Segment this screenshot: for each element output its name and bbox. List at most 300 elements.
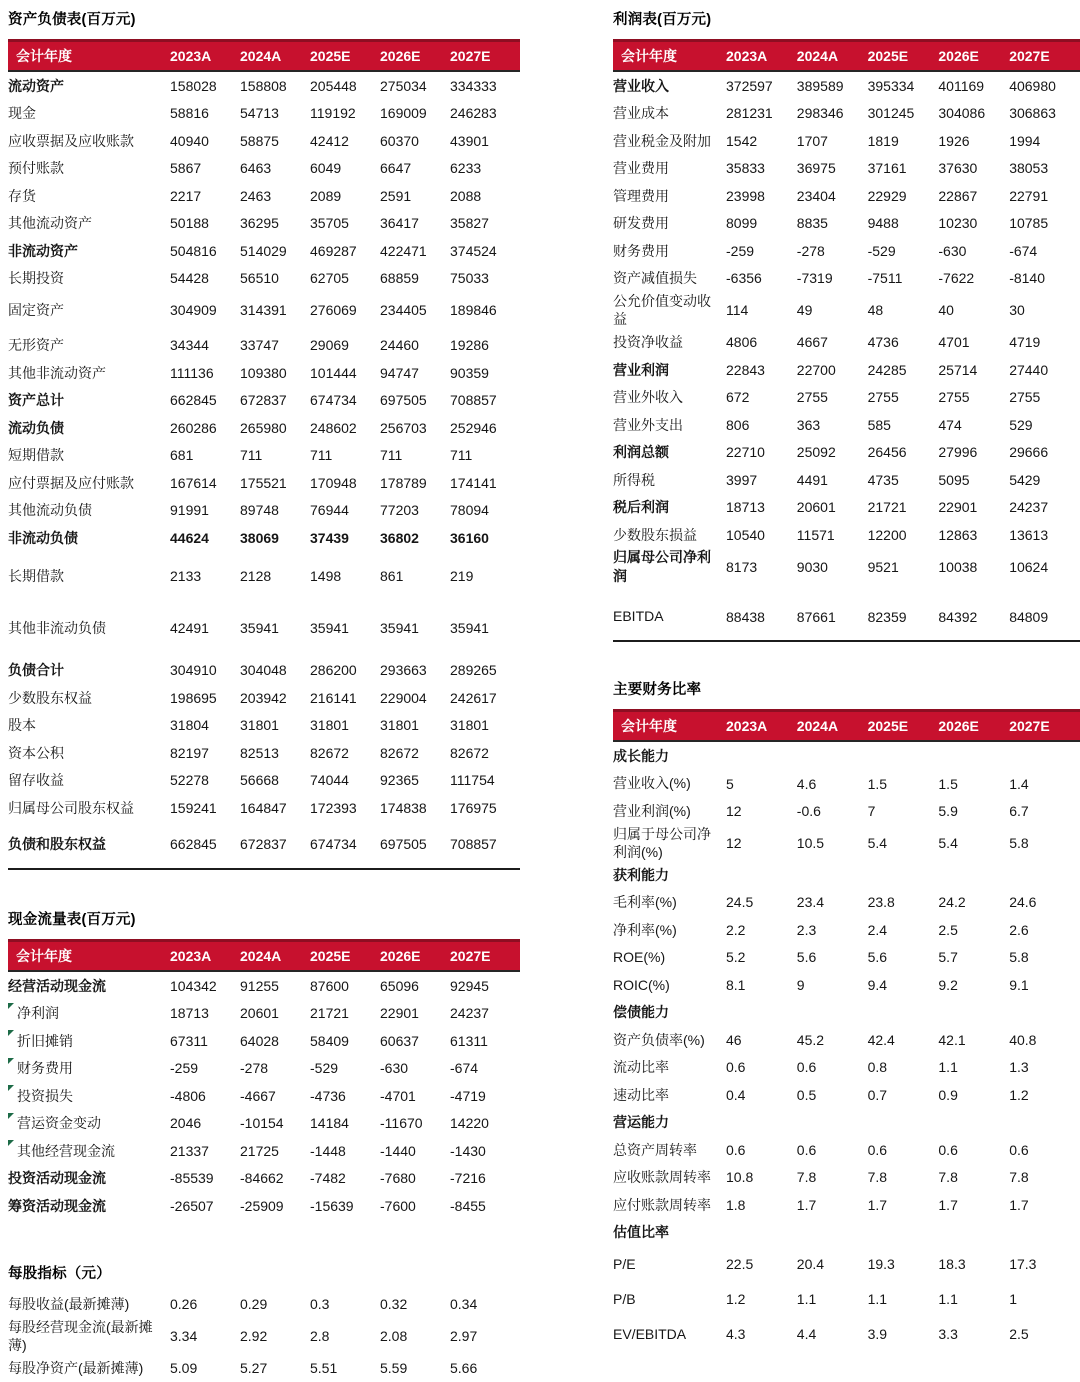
cell-value: 40.8 xyxy=(1009,1031,1037,1048)
cell-value: 5.9 xyxy=(938,803,958,819)
cell-value: 82672 xyxy=(380,744,419,761)
cell-value: 2.2 xyxy=(726,921,746,938)
cell-value: 44624 xyxy=(170,529,209,546)
cell-value: 7 xyxy=(867,803,876,819)
cell-value: 711 xyxy=(310,447,333,464)
cell-value: -15639 xyxy=(310,1197,354,1214)
cell-value: 38053 xyxy=(1009,160,1049,177)
cell-value: 37439 xyxy=(310,529,349,546)
row-label: 所得税 xyxy=(613,471,655,488)
cell-value: -7680 xyxy=(380,1170,416,1187)
cell-value: 84809 xyxy=(1009,608,1049,625)
cell-value: 174838 xyxy=(380,799,427,816)
cell-value: 31801 xyxy=(450,717,489,734)
table-row xyxy=(613,916,1080,944)
cell-value: 0.4 xyxy=(726,1086,746,1103)
cell-value: 82672 xyxy=(450,744,489,761)
cell-value: 2463 xyxy=(240,187,272,204)
cell-value: 17.3 xyxy=(1009,1255,1037,1272)
cell-value: 30 xyxy=(1009,302,1025,319)
cell-value: 35941 xyxy=(450,619,489,636)
cell-value: 314391 xyxy=(240,301,287,318)
cell-value: -0.6 xyxy=(796,803,821,819)
row-spacer xyxy=(8,324,520,332)
cell-value: 178789 xyxy=(380,474,427,491)
cell-value: 22791 xyxy=(1009,187,1049,204)
cell-value: -529 xyxy=(867,242,896,259)
table-row xyxy=(613,825,1080,861)
cell-value: 68859 xyxy=(380,270,419,287)
row-label: 预付账款 xyxy=(8,160,64,177)
cell-value: 9.1 xyxy=(1009,976,1029,993)
cell-value: 5867 xyxy=(170,160,202,177)
cell-value: 861 xyxy=(380,568,404,585)
header-year-2026E: 2026E xyxy=(938,718,979,735)
cell-value: 2.97 xyxy=(450,1328,478,1345)
cell-value: 1.4 xyxy=(1009,775,1029,792)
cell-value: -7622 xyxy=(938,270,975,287)
cell-value: 87661 xyxy=(796,608,836,625)
cell-value: 1.3 xyxy=(1009,1059,1029,1076)
cell-value: 260286 xyxy=(170,419,217,436)
row-label: 非流动负债 xyxy=(8,529,78,546)
income-statement-section xyxy=(613,8,1080,642)
cell-value: 697505 xyxy=(380,836,427,853)
cell-value: 35941 xyxy=(380,619,419,636)
cell-value: 23404 xyxy=(796,187,836,204)
table-row xyxy=(8,237,520,265)
cell-value: -26507 xyxy=(170,1197,214,1214)
row-label: P/E xyxy=(613,1255,636,1272)
cell-value: -674 xyxy=(450,1060,479,1077)
cash-flow-section xyxy=(8,908,520,1220)
cell-value: 82513 xyxy=(240,744,279,761)
row-label: 应付账款周转率 xyxy=(613,1196,711,1213)
cell-value: 1994 xyxy=(1009,132,1041,149)
table-row xyxy=(8,72,520,100)
row-label: 固定资产 xyxy=(8,301,64,318)
cell-value: 298346 xyxy=(796,105,844,122)
cell-value: 13613 xyxy=(1009,526,1049,543)
cell-value: -4736 xyxy=(310,1087,346,1104)
cell-value: 12200 xyxy=(867,526,907,543)
cell-value: 7.8 xyxy=(938,1169,958,1186)
table-row xyxy=(8,524,520,552)
row-label: 应收票据及应收账款 xyxy=(8,132,134,149)
section-header-row xyxy=(613,999,1080,1027)
table-row xyxy=(613,100,1080,128)
row-label: 营运能力 xyxy=(613,1114,669,1131)
cell-value: 29069 xyxy=(310,337,349,354)
row-label: 经营活动现金流 xyxy=(8,977,106,994)
cell-value: 82672 xyxy=(310,744,349,761)
header-year-2027E: 2027E xyxy=(1009,48,1050,64)
cell-value: 711 xyxy=(240,447,263,464)
row-label: 应付票据及应付账款 xyxy=(8,474,134,491)
cell-value: 711 xyxy=(380,447,403,464)
table-row xyxy=(8,831,520,859)
header-year-2025E: 2025E xyxy=(867,718,909,735)
cell-value: 164847 xyxy=(240,799,287,816)
row-label: EBITDA xyxy=(613,608,664,625)
cell-value: 35941 xyxy=(310,619,349,636)
table-row xyxy=(613,889,1080,917)
row-label: 流动负债 xyxy=(8,419,64,436)
table-row xyxy=(8,1082,520,1110)
per-share-title: 每股指标（元） xyxy=(8,1265,111,1282)
cell-value: 1.5 xyxy=(938,775,958,792)
row-label: 短期借款 xyxy=(8,447,64,464)
cell-value: 18.3 xyxy=(938,1255,966,1272)
header-year-2024A: 2024A xyxy=(796,718,839,735)
cell-value: 40940 xyxy=(170,132,209,149)
cell-value: 21725 xyxy=(240,1142,279,1159)
balance-sheet-title: 资产负债表(百万元) xyxy=(8,12,136,28)
cell-value: 395334 xyxy=(867,77,915,94)
cell-value: 672837 xyxy=(240,392,287,409)
cell-value: 27996 xyxy=(938,444,978,461)
cell-value: 4806 xyxy=(726,334,758,351)
cell-value: 43901 xyxy=(450,132,489,149)
cell-value: 60370 xyxy=(380,132,419,149)
cell-value: 1.1 xyxy=(938,1290,958,1307)
cell-value: 1498 xyxy=(310,568,342,585)
row-label: 利润总额 xyxy=(613,444,669,461)
section-header-row xyxy=(613,1219,1080,1247)
cell-value: 2217 xyxy=(170,187,202,204)
cell-value: 246283 xyxy=(450,105,497,122)
cell-value: 293663 xyxy=(380,662,427,679)
cell-value: 0.6 xyxy=(938,1141,958,1158)
table-header-row xyxy=(613,39,1080,72)
cell-value: 20.4 xyxy=(796,1255,825,1272)
cell-value: 8099 xyxy=(726,215,758,232)
header-year-2026E: 2026E xyxy=(380,48,421,64)
header-year-2025E: 2025E xyxy=(310,948,351,964)
cell-value: 46 xyxy=(726,1031,742,1048)
cell-value: 22901 xyxy=(380,1005,419,1022)
row-label: 偿债能力 xyxy=(613,1004,669,1021)
header-year-2023A: 2023A xyxy=(726,718,768,735)
cell-value: 256703 xyxy=(380,419,427,436)
table-row xyxy=(613,1316,1080,1351)
cell-value: 1.2 xyxy=(1009,1086,1029,1103)
row-label: 营业收入(%) xyxy=(613,775,691,792)
row-label: 少数股东损益 xyxy=(613,526,697,543)
cell-value: 4.3 xyxy=(726,1325,746,1342)
cell-value: 304048 xyxy=(240,662,287,679)
row-label: 折旧摊销 xyxy=(17,1032,73,1049)
table-row xyxy=(613,797,1080,825)
row-label: 无形资产 xyxy=(8,337,64,354)
cell-value: 58816 xyxy=(170,105,209,122)
cell-value: -11670 xyxy=(380,1115,423,1132)
row-label: 流动资产 xyxy=(8,77,64,94)
cell-value: 42.1 xyxy=(938,1031,966,1048)
cell-value: 58875 xyxy=(240,132,279,149)
cell-value: 89748 xyxy=(240,502,279,519)
header-label: 会计年度 xyxy=(16,948,72,964)
row-label: 股本 xyxy=(8,717,36,734)
cell-value: 5095 xyxy=(938,471,970,488)
cell-value: 2755 xyxy=(938,389,970,406)
row-label: 营业费用 xyxy=(613,160,669,177)
row-label: 总资产周转率 xyxy=(613,1141,697,1158)
cell-value: 0.29 xyxy=(240,1296,268,1313)
cell-value: 662845 xyxy=(170,836,217,853)
cell-value: 708857 xyxy=(450,836,497,853)
table-row xyxy=(8,972,520,1000)
cell-value: 374524 xyxy=(450,242,497,259)
table-row xyxy=(8,1165,520,1193)
cell-value: 2.5 xyxy=(938,921,958,938)
cell-value: 33747 xyxy=(240,337,279,354)
cell-value: 4735 xyxy=(867,471,899,488)
cell-value: 24.2 xyxy=(938,894,966,911)
row-label: 其他非流动资产 xyxy=(8,364,106,381)
row-label: 投资损失 xyxy=(17,1087,73,1104)
row-label: 营业成本 xyxy=(613,105,669,122)
table-row xyxy=(613,182,1080,210)
cell-value: 19286 xyxy=(450,337,489,354)
cell-value: 1819 xyxy=(867,132,899,149)
header-year-2027E: 2027E xyxy=(1009,718,1050,735)
income-statement-table xyxy=(613,39,1080,642)
cell-value: 91991 xyxy=(170,502,209,519)
cell-value: 8835 xyxy=(796,215,828,232)
row-label: 归属于母公司净利润(%) xyxy=(613,825,711,860)
cell-value: 248602 xyxy=(310,419,357,436)
row-label: 流动比率 xyxy=(613,1059,669,1076)
row-label: 资产减值损失 xyxy=(613,270,697,287)
row-label: 归属母公司股东权益 xyxy=(8,799,134,816)
row-label: 财务费用 xyxy=(17,1060,73,1077)
cell-value: 21337 xyxy=(170,1142,209,1159)
cell-value: -7319 xyxy=(796,270,833,287)
cell-value: 585 xyxy=(867,416,891,433)
cell-value: -25909 xyxy=(240,1197,284,1214)
cell-value: 37161 xyxy=(867,160,907,177)
header-year-2023A: 2023A xyxy=(726,48,768,64)
cell-value: -278 xyxy=(240,1060,269,1077)
row-label: 净利率(%) xyxy=(613,921,677,938)
table-row xyxy=(8,442,520,470)
cell-value: 2755 xyxy=(1009,389,1041,406)
cell-value: 75033 xyxy=(450,270,489,287)
table-row xyxy=(8,1027,520,1055)
cell-value: -84662 xyxy=(240,1170,284,1187)
cell-value: 2.5 xyxy=(1009,1325,1029,1342)
row-spacer xyxy=(613,585,1080,603)
cell-value: 3.9 xyxy=(867,1325,888,1342)
table-row xyxy=(8,657,520,685)
cell-value: 78094 xyxy=(450,502,489,519)
cell-value: 672 xyxy=(726,389,750,406)
row-spacer xyxy=(8,552,520,563)
row-label: 估值比率 xyxy=(613,1224,669,1241)
cell-value: 172393 xyxy=(310,799,357,816)
cell-value: 18713 xyxy=(170,1005,209,1022)
cell-value: 114 xyxy=(726,302,749,319)
cell-value: -6356 xyxy=(726,270,762,287)
cell-value: 5.6 xyxy=(867,949,888,966)
table-row xyxy=(613,237,1080,265)
cell-value: 1.2 xyxy=(726,1290,746,1307)
row-label: 成长能力 xyxy=(613,747,669,764)
cell-value: 1.1 xyxy=(938,1059,958,1076)
cell-value: 9 xyxy=(796,976,805,993)
cell-value: 4736 xyxy=(867,334,899,351)
cell-value: 289265 xyxy=(450,662,497,679)
cell-value: 6233 xyxy=(450,160,482,177)
cell-value: 672837 xyxy=(240,836,287,853)
table-row xyxy=(8,100,520,128)
cell-value: 229004 xyxy=(380,689,427,706)
cell-value: 363 xyxy=(796,416,821,433)
row-label: 财务费用 xyxy=(613,242,669,259)
section-header-row xyxy=(613,1109,1080,1137)
cell-value: 10.8 xyxy=(726,1169,754,1186)
header-year-2024A: 2024A xyxy=(240,948,282,964)
row-label: 毛利率(%) xyxy=(613,894,677,911)
cell-value: 0.26 xyxy=(170,1296,198,1313)
income-statement-title: 利润表(百万元) xyxy=(613,12,712,28)
cell-value: 6.7 xyxy=(1009,803,1029,819)
cell-value: 4719 xyxy=(1009,334,1041,351)
cell-value: 24237 xyxy=(1009,499,1049,516)
table-row xyxy=(8,296,520,324)
row-label: ROIC(%) xyxy=(613,976,670,993)
cell-value: 92365 xyxy=(380,772,419,789)
cell-value: 2591 xyxy=(380,187,412,204)
cell-value: -259 xyxy=(170,1060,199,1077)
cell-value: 23.4 xyxy=(796,894,825,911)
cell-value: 11571 xyxy=(796,526,835,543)
cell-value: 1707 xyxy=(796,132,828,149)
cell-value: 422471 xyxy=(380,242,427,259)
row-label: 营业收入 xyxy=(613,77,669,94)
cell-value: 514029 xyxy=(240,242,287,259)
cell-value: 2128 xyxy=(240,568,272,585)
table-row xyxy=(613,548,1080,584)
cell-value: 3.34 xyxy=(170,1328,198,1345)
table-row xyxy=(8,1000,520,1028)
table-row xyxy=(8,712,520,740)
cell-value: 12 xyxy=(726,803,742,819)
table-row xyxy=(8,359,520,387)
table-row xyxy=(613,971,1080,999)
cell-value: 5.4 xyxy=(867,834,888,851)
cell-value: -259 xyxy=(726,242,755,259)
cell-value: 1.7 xyxy=(938,1196,958,1213)
cell-value: 22.5 xyxy=(726,1255,754,1272)
table-header-row xyxy=(8,39,520,72)
cell-value: 7.8 xyxy=(867,1169,888,1186)
cell-value: 65096 xyxy=(380,977,419,994)
cell-value: 42.4 xyxy=(867,1031,895,1048)
row-label: 投资活动现金流 xyxy=(8,1170,106,1187)
cell-value: 252946 xyxy=(450,419,497,436)
table-row xyxy=(613,1026,1080,1054)
cell-value: -4701 xyxy=(380,1087,416,1104)
cell-value: 31801 xyxy=(380,717,419,734)
cell-value: 674734 xyxy=(310,836,357,853)
cell-value: -85539 xyxy=(170,1170,214,1187)
cell-value: 8.1 xyxy=(726,976,746,993)
cell-value: 5.8 xyxy=(1009,834,1029,851)
cell-value: 84392 xyxy=(938,608,978,625)
table-row xyxy=(613,521,1080,549)
cell-value: 203942 xyxy=(240,689,287,706)
table-row xyxy=(613,770,1080,798)
table-row xyxy=(613,603,1080,631)
row-label: 筹资活动现金流 xyxy=(8,1197,106,1214)
cell-value: 19.3 xyxy=(867,1255,895,1272)
table-row xyxy=(8,182,520,210)
cell-value: 0.34 xyxy=(450,1296,478,1313)
cell-value: 1542 xyxy=(726,132,758,149)
cell-value: 7.8 xyxy=(796,1169,817,1186)
cell-value: 5.51 xyxy=(310,1360,338,1377)
table-row xyxy=(613,1136,1080,1164)
cell-value: 58409 xyxy=(310,1032,349,1049)
cell-value: 406980 xyxy=(1009,77,1056,94)
cell-value: 4667 xyxy=(796,334,828,351)
cell-value: 0.8 xyxy=(867,1059,888,1076)
cell-value: 2.3 xyxy=(796,921,817,938)
cell-value: 4491 xyxy=(796,471,828,488)
cell-value: 389589 xyxy=(796,77,844,94)
cell-value: 2046 xyxy=(170,1115,202,1132)
table-row xyxy=(613,411,1080,439)
row-label: ROE(%) xyxy=(613,949,666,966)
cell-value: 54713 xyxy=(240,105,279,122)
row-label: 负债和股东权益 xyxy=(8,836,106,853)
cell-value: 76944 xyxy=(310,502,349,519)
cell-value: 1.1 xyxy=(796,1290,817,1307)
cell-value: 2089 xyxy=(310,187,342,204)
row-label: 长期借款 xyxy=(8,568,64,585)
cell-value: 31804 xyxy=(170,717,209,734)
cell-value: 82359 xyxy=(867,608,907,625)
cell-value: 159241 xyxy=(170,799,217,816)
row-label: 其他非流动负债 xyxy=(8,619,106,636)
cell-value: 5.8 xyxy=(1009,949,1029,966)
table-row xyxy=(8,155,520,183)
cell-value: 101444 xyxy=(310,364,357,381)
cell-value: 276069 xyxy=(310,301,357,318)
cell-value: 35827 xyxy=(450,215,489,232)
ratios-table xyxy=(613,709,1080,1351)
row-label: 营业外收入 xyxy=(613,389,683,406)
cell-value: 9488 xyxy=(867,215,899,232)
cell-value: 216141 xyxy=(310,689,357,706)
cell-value: 697505 xyxy=(380,392,427,409)
cell-value: 2.08 xyxy=(380,1328,408,1345)
cell-value: 36295 xyxy=(240,215,279,232)
cell-value: 35833 xyxy=(726,160,765,177)
cell-value: -4667 xyxy=(240,1087,276,1104)
header-year-2023A: 2023A xyxy=(170,48,212,64)
table-row xyxy=(8,1354,520,1382)
cell-value: 205448 xyxy=(310,77,357,94)
cell-value: 5.6 xyxy=(796,949,817,966)
cell-value: 198695 xyxy=(170,689,217,706)
cell-value: -4806 xyxy=(170,1087,206,1104)
cell-value: 45.2 xyxy=(796,1031,825,1048)
cell-value: 29666 xyxy=(1009,444,1049,461)
cell-value: 334333 xyxy=(450,77,497,94)
